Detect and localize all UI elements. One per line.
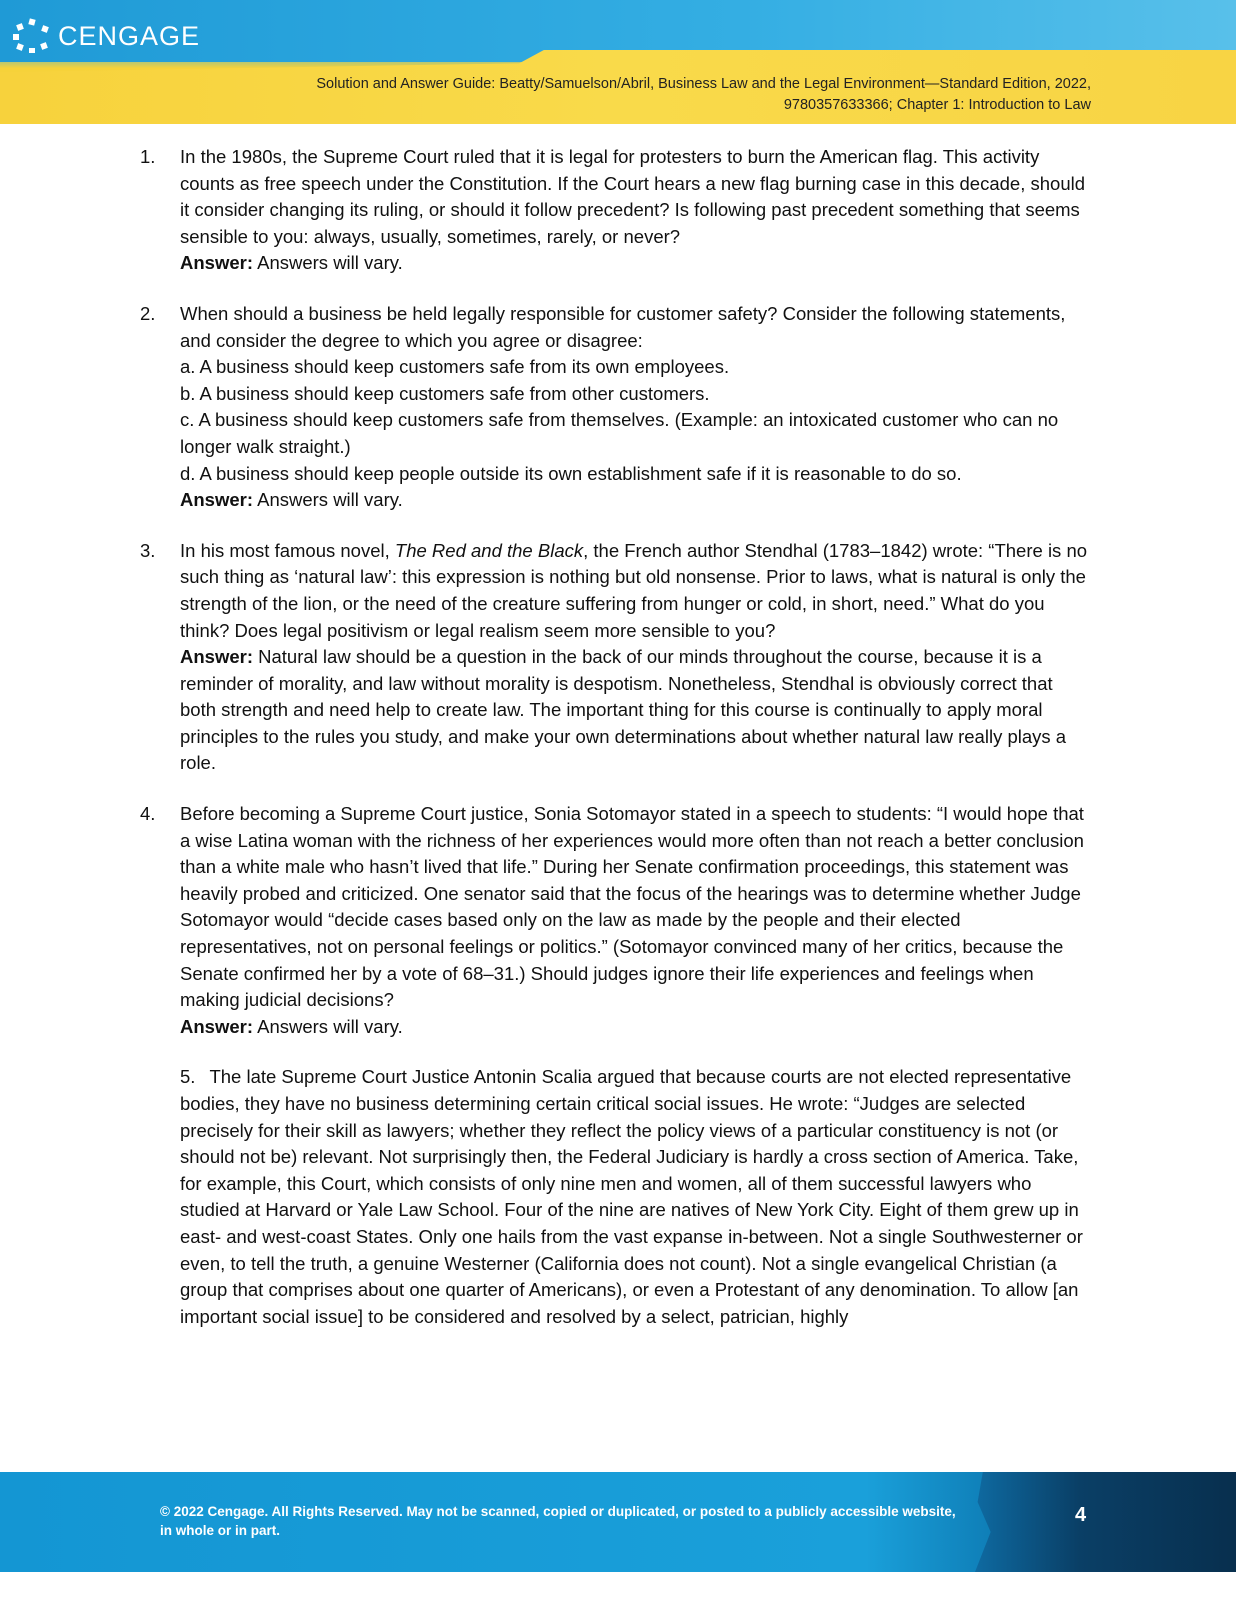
- answer: [180, 1014, 1090, 1041]
- copyright-notice: © 2022 Cengage. All Rights Reserved. May not be scanned, copied or duplicated, or posted to a publicly accessible website, in whole or in part.: [160, 1504, 956, 1538]
- page-header: [0, 0, 1236, 124]
- page-number: 4: [1075, 1504, 1087, 1526]
- question-3: [140, 538, 1090, 777]
- list-item: a. A business should keep customers safe from its own employees.: [180, 356, 730, 378]
- question-5: [180, 1064, 1090, 1330]
- answer-label: Answer:: [180, 646, 253, 668]
- question-text-pre: In his most famous novel,: [180, 539, 395, 561]
- question-number: 2.: [140, 302, 156, 324]
- header-title-line-2: 9780357633366; Chapter 1: Introduction to Law: [783, 97, 1091, 113]
- question-number: 1.: [140, 146, 156, 167]
- book-title: The Red and the Black: [394, 539, 584, 561]
- footer-dark-band: [975, 1472, 1236, 1572]
- answer-text: Answers will vary.: [253, 489, 403, 511]
- question-4: [140, 801, 1090, 1040]
- cengage-logo: [12, 18, 200, 54]
- document-header-title: [191, 74, 1091, 116]
- cengage-logo-icon: [12, 18, 52, 54]
- question-text: [180, 538, 1090, 644]
- answer-text: Answers will vary.: [253, 1015, 403, 1037]
- header-title-line-1: Solution and Answer Guide: Beatty/Samuelson/Abril, Business Law and the Legal Environment—Standard Edition, 2022,: [316, 76, 1091, 92]
- answer-text: Answers will vary.: [253, 252, 403, 274]
- question-text-body: The late Supreme Court Justice Antonin Scalia argued that because courts are not elected representative bodies, they have no business determining certain critical social issues. He wrote: “Judges are selected precisely for their skill as lawyers; whether they reflect the policy views of a particular constituency is not (or should not be) relevant. Not surprisingly then, the Federal Judiciary is hardly a cross section of America. Take, for example, this Court, which consists of only nine men and women, all of them successful lawyers who studied at Harvard or Yale Law School. Four of the nine are natives of New York City. Eight of them grew up in east- and west-coast States. Only one hails from the vast expanse in-between. Not a single Southwesterner or even, to tell the truth, a genuine Westerner (California does not count). Not a single evangelical Christian (a group that comprises about one quarter of Americans), or even a Protestant of any denomination. To allow [an important social issue] to be considered and resolved by a select, patrician, highly: [180, 1066, 1083, 1327]
- list-item: d. A business should keep people outside its own establishment safe if it is reasonable to do so.: [180, 462, 962, 484]
- question-text: In the 1980s, the Supreme Court ruled that it is legal for protesters to burn the American flag. This activity counts as free speech under the Constitution. If the Court hears a new flag burning case in this decade, should it consider changing its ruling, or should it follow precedent? Is following past precedent something that seems sensible to you: always, usually, sometimes, rarely, or never?: [180, 146, 1086, 247]
- answer: [180, 487, 1090, 514]
- list-item: b. A business should keep customers safe from other customers.: [180, 382, 710, 404]
- question-text: [180, 1064, 1090, 1330]
- answer: [180, 644, 1090, 777]
- list-item: c. A business should keep customers safe from themselves. (Example: an intoxicated customer who can no longer walk straight.): [180, 409, 1059, 457]
- question-number: 3.: [140, 539, 156, 561]
- answer-text: Natural law should be a question in the back of our minds throughout the course, because it is a reminder of morality, and law without morality is despotism. Nonetheless, Stendhal is obviously correct that both strength and need help to create law. The important thing for this course is continually to apply moral principles to the rules you study, and make your own determinations about whether natural law really plays a role.: [180, 646, 1067, 774]
- answer-label: Answer:: [180, 489, 253, 511]
- answer: [180, 250, 1090, 277]
- document-body: [140, 144, 1090, 1330]
- question-1: [140, 144, 1090, 277]
- question-number: 4.: [140, 803, 156, 825]
- question-text-post: , the French author Stendhal (1783–1842) wrote: “There is no such thing as ‘natural law’: this expression is nothing but old nonsense. Prior to laws, what is natural is only the strength of the lion, or the need of the creature suffering from hunger or cold, in short, need.” What do you think? Does legal positivism or legal realism seem more sensible to you?: [180, 539, 1088, 641]
- answer-label: Answer:: [180, 1015, 253, 1037]
- question-text: When should a business be held legally responsible for customer safety? Consider the following statements, and consider the degree to which you agree or disagree:: [180, 302, 1066, 351]
- question-text: Before becoming a Supreme Court justice, Sonia Sotomayor stated in a speech to students: “I would hope that a wise Latina woman with the richness of her experiences would more often than not reach a better conclusion than a white male who hasn’t lived that life.” During her Senate confirmation proceedings, this statement was heavily probed and criticized. One senator said that the focus of the hearings was to determine whether Judge Sotomayor would “decide cases based only on the law as made by the people and their elected representatives, not on personal feelings or politics.” (Sotomayor convinced many of her critics, because the Senate confirmed her by a vote of 68–31.) Should judges ignore their life experiences and feelings when making judicial decisions?: [180, 803, 1084, 1011]
- logo-text: CENGAGE: [58, 20, 201, 51]
- page-footer: [0, 1472, 1236, 1572]
- question-number: 5.: [180, 1066, 196, 1088]
- answer-label: Answer:: [180, 252, 253, 274]
- question-2: [140, 301, 1090, 514]
